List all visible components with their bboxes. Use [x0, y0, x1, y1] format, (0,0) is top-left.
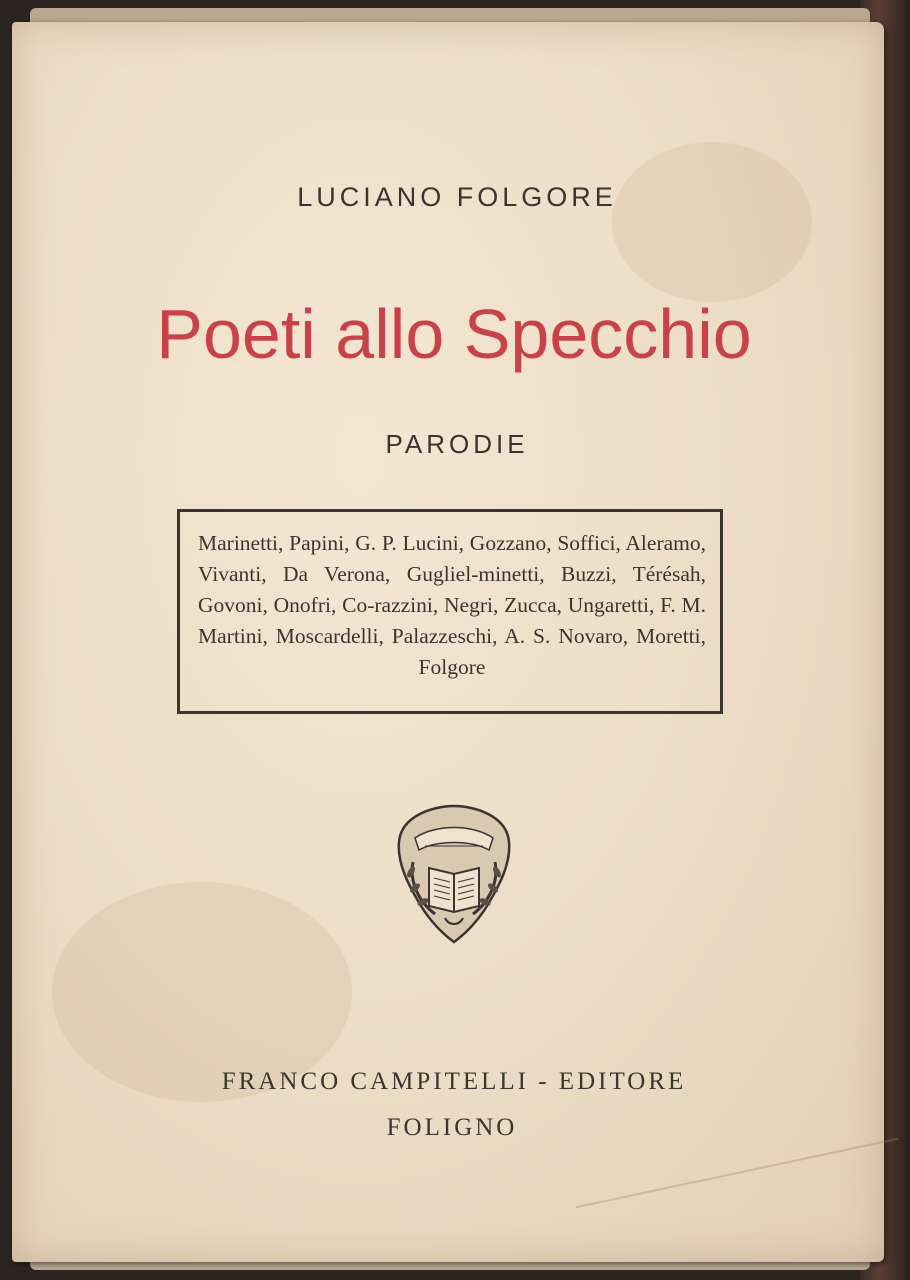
book-title: Poeti allo Specchio [156, 295, 752, 373]
parodied-poets-box [177, 509, 723, 714]
parodied-poets-list: Marinetti, Papini, G. P. Lucini, Gozzano, Soffici, Aleramo, Vivanti, Da Verona, Gugliel-minetti, Buzzi, Térésah, Govoni, Onofri, Co-razzini, Negri, Zucca, Ungaretti, F. M. Martini, Moscardelli, Palazzeschi, A. S. Novaro, Moretti, Folgore [198, 531, 706, 679]
book-cover [12, 22, 884, 1262]
publisher-emblem-icon [395, 802, 513, 944]
book-subtitle: PARODIE [385, 429, 529, 459]
paper-stain [612, 142, 812, 302]
publisher-city: FOLIGNO [386, 1114, 518, 1141]
author-name: LUCIANO FOLGORE [297, 182, 617, 212]
publisher-name: FRANCO CAMPITELLI - EDITORE [221, 1068, 687, 1095]
paper-crease [575, 1138, 898, 1209]
